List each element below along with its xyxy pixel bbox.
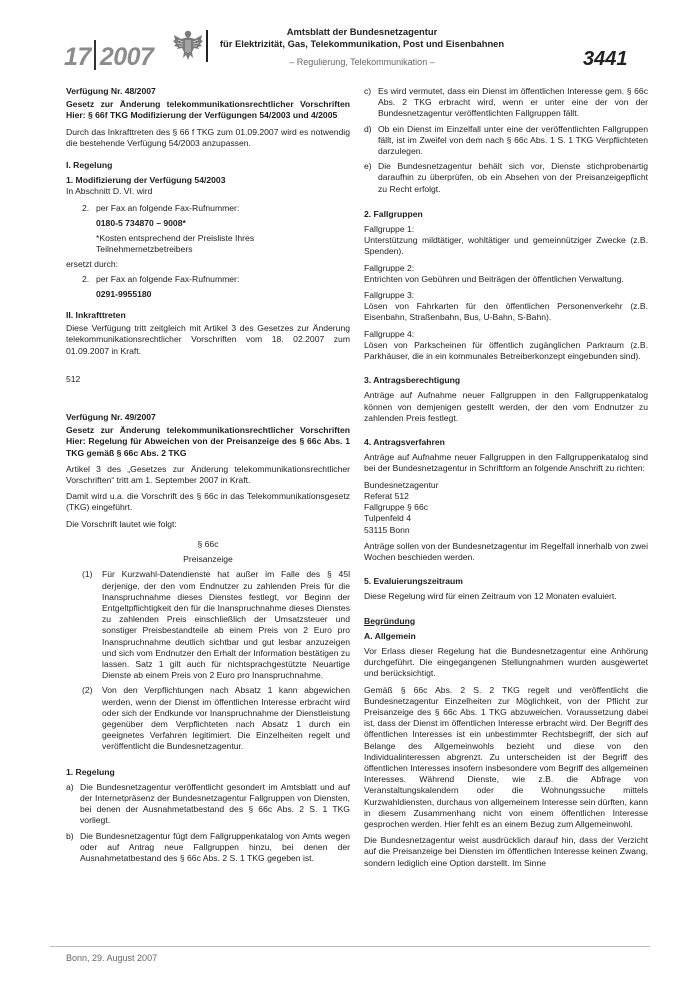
issue-separator (94, 40, 96, 70)
regelung-item-d (364, 124, 648, 158)
fallgruppe4-label: Fallgruppe 4: (364, 328, 415, 339)
v48-section1-1-heading: 1. Modifizierung der Verfügung 54/2003 (66, 175, 226, 186)
header-divider (206, 30, 208, 62)
v48-section1-1-text: In Abschnitt D. VI. wird (66, 186, 153, 197)
item-d-text: Ob ein Dienst im Einzelfall unter eine der veröffentlichten Fallgruppen fällt, ist im Zweifel von dem nach § 66c Abs. 1 S. 1 TKG Verpflichteten darzulegen. (378, 123, 648, 157)
antragsverfahren-text: Anträge auf Aufnahme neuer Fallgruppen in den Fallgruppenkatalog sind bei der Bundesnetzagentur in Schriftform an folgende Anschrift zu richten: (364, 452, 648, 474)
v49-title: Verfügung Nr. 49/2007 (66, 412, 156, 423)
fax-item-old-text: per Fax an folgende Fax-Rufnummer: (96, 202, 240, 213)
postal-address (364, 480, 648, 536)
allgemein-paragraph3: Die Bundesnetzagentur weist ausdrücklich darauf hin, dass der Verzicht auf die Preisanzeige bei Diensten im öffentlichen Interesse keinen Zwang, sondern lediglich eine Option darstellt. Im Sinne (364, 835, 648, 868)
fallgruppe1-label: Fallgruppe 1: (364, 224, 415, 235)
fax-item-old (66, 203, 350, 214)
allgemein-paragraph2: Gemäß § 66c Abs. 2 S. 2 TKG regelt und veröffentlicht die Bundesnetzagentur Einzelheiten zur Möglichkeit, von der Pflicht zur Preisanzeige des § 66c Abs. 1 TKG abzuweichen. Voraussetzung dabei ist, dass der Dienst im öffentlichen Interesse erbracht wird. Der Begriff des öffentlichen Interesses ist ein unbestimmter Rechtsbegriff, der sich auf Belange des Allgemeinwohls bezieht und diese von den Individualinteressen abgrenzt. Zu unterscheiden ist der Begriff des öffentlichen Interesses insofern insbesondere vom Begriff des allgemeinen Interesses. Während Dienste, wie z.B. die Abfrage von Veranstaltungskalendern oder die Wohnungssuche mittels Kurzwahldiensten, durchaus von allgemeinem Interesse sein dürften, kann in diesem Zusammenhang nicht von einem öffentlichen Interesse gesprochen werden. Hier fehlt es an einem Bezug zum Allgemeinwohl. (364, 684, 648, 829)
journal-title (212, 26, 512, 50)
fallgruppe1-text: Unterstützung mildtätiger, wohltätiger und gemeinnütziger Zwecke (z.B. Spenden). (364, 235, 648, 257)
abs1-marker: (1) (82, 569, 93, 580)
item-d-marker: d) (364, 123, 372, 134)
fallgruppe3-text: Lösen von Fahrkarten für den öffentlichen Personenverkehr (z.B. Eisenbahn, Straßenbahn, Bus, U-Bahn, S-Bahn). (364, 301, 648, 323)
journal-subtitle: – Regulierung, Telekommunikation – (289, 57, 435, 67)
journal-title-line1: Amtsblatt der Bundesnetzagentur (286, 26, 438, 37)
issue-no: 17 (64, 43, 91, 71)
antragsverfahren-text2: Anträge sollen von der Bundesnetzagentur im Regelfall innerhalb von zwei Wochen beschieden werden. (364, 540, 648, 562)
issue-number (64, 40, 153, 72)
fallgruppe2-label: Fallgruppe 2: (364, 262, 415, 273)
abs2-text: Von den Verpflichtungen nach Absatz 1 kann abgewichen werden, wenn der Dienst im öffentlichen Interesse erbracht wird oder sich der Endkunde vor Inanspruchnahme der Dienstleistung gegenüber dem Verpflichteten nach Absatz 1 durch ein geeignetes Verfahren legitimiert. Die Einzelheiten regelt und veröffentlicht die Bundesnetzagentur. (102, 685, 350, 752)
address-line3: Fallgruppe § 66c (364, 502, 429, 513)
regelung-item-e (364, 161, 648, 195)
evaluierung-text: Diese Regelung wird für einen Zeitraum von 12 Monaten evaluiert. (364, 591, 617, 602)
fallgruppe2-text: Entrichten von Gebühren und Beiträgen der öffentlichen Verwaltung. (364, 273, 624, 284)
fax-item-new-text: per Fax an folgende Fax-Rufnummer: (96, 273, 240, 284)
item-b-text: Die Bundesnetzagentur fügt dem Fallgruppenkatalog von Amts wegen oder auf Antrag neue Fallgruppen hinzu, bei denen der Ausnahmetatbestand des § 66c Abs. 2 S. 1 TKG gegeben ist. (80, 830, 350, 863)
fax-item-old-no: 2. (82, 202, 90, 213)
address-line4: Tulpenfeld 4 (364, 513, 411, 524)
item-c-marker: c) (364, 86, 372, 96)
address-line2: Referat 512 (364, 490, 409, 501)
paragraph-66c-abs1 (66, 569, 350, 681)
evaluierung-heading: 5. Evaluierungszeitraum (364, 576, 463, 587)
item-a-marker: a) (66, 781, 74, 792)
item-b-marker: b) (66, 830, 74, 841)
paragraph-66c-subheading: Preisanzeige (183, 554, 233, 565)
issue-year: 2007 (99, 43, 154, 71)
abs1-text: Für Kurzwahl-Datendienste hat außer im Falle des § 45l derjenige, der den vom Endnutzer zu zahlenden Preis für die Inanspruchnahme dieses Dienstes festlegt, vor Beginn der Entgeltpflichtigkeit den für die Inanspruchnahme dieses Dienstes zu zahlenden Preis einschließlich der Umsatzsteuer und sonstiger Preisbestandteile ab einem Preis von 2 Euro pro Inanspruchnahme deutlich sichtbar und gut lesbar anzuzeigen und sich vom Endnutzer den Erhalt der Information bestätigen zu lassen. Satz 1 gilt auch für nichtsprachgestützte Neuartige Dienste ab einem Preis von 2 Euro pro Inanspruchnahme. (102, 569, 350, 681)
antragsberechtigung-text: Anträge auf Aufnahme neuer Fallgruppen in den Fallgruppenkatalog können von demjenigen gestellt werden, der den vom Endnutzer zu zahlenden Preis festlegt. (364, 390, 648, 423)
paragraph-66c-abs2 (66, 685, 350, 752)
v48-section2-heading: II. Inkrafttreten (66, 310, 126, 321)
address-line1: Bundesnetzagentur (364, 479, 439, 490)
footer-date: Bonn, 29. August 2007 (66, 953, 158, 963)
regelung-item-c (364, 86, 648, 120)
fallgruppen-heading: 2. Fallgruppen (364, 208, 423, 219)
v48-section2-text: Diese Verfügung tritt zeitgleich mit Artikel 3 des Gesetzes zur Änderung telekommunikationsrechtlicher Vorschriften vom 18. 02.2007 zum 01.09.2007 in Kraft. (66, 323, 350, 356)
fax-cost-note: *Kosten entsprechend der Preisliste Ihres Teilnehmernetzbetreibers (96, 233, 255, 255)
allgemein-paragraph1: Vor Erlass dieser Regelung hat die Bundesnetzagentur eine Anhörung durchgeführt. Die eingegangenen Stellungnahmen wurden ausgewertet und berücksichtigt. (364, 645, 648, 679)
fax-number-new: 0291-9955180 (96, 288, 152, 299)
fax-item-new-no: 2. (82, 273, 90, 284)
fax-item-new (66, 274, 350, 285)
regelung-item-a (66, 782, 350, 827)
paragraph-66c-heading: § 66c (197, 538, 219, 549)
v48-title: Verfügung Nr. 48/2007 (66, 86, 156, 96)
item-c-text: Es wird vermutet, dass ein Dienst im öffentlichen Interesse gem. § 66c Abs. 2 TKG erbracht wird, wenn er unter eine der von der Bundesnetzagentur veröffentlichten Fallgruppen fällt. (378, 86, 648, 119)
antragsverfahren-heading: 4. Antragsverfahren (364, 437, 445, 448)
right-column (364, 86, 648, 874)
v48-section1-heading: I. Regelung (66, 160, 113, 171)
journal-title-line2: für Elektrizität, Gas, Telekommunikation, Post und Eisenbahnen (219, 38, 505, 49)
v49-subtitle: Gesetz zur Änderung telekommunikationsrechtlicher Vorschriften Hier: Regelung für Abweichen von der Preisanzeige des § 66c Abs. 1 TKG gemäß § 66c Abs. 2 TKG (66, 425, 350, 458)
begruendung-heading: Begründung (364, 615, 416, 626)
address-line5: 53115 Bonn (364, 524, 410, 535)
v49-paragraph2: Damit wird u.a. die Vorschrift des § 66c in das Telekommunikationsgesetz (TKG) eingeführt. (66, 491, 350, 513)
regelung-item-b (66, 831, 350, 865)
v49-paragraph1: Artikel 3 des „Gesetzes zur Änderung telekommunikationsrechtlicher Vorschriften“ tritt am 1. September 2007 in Kraft. (66, 463, 350, 486)
item-e-marker: e) (364, 161, 372, 172)
antragsberechtigung-heading: 3. Antragsberechtigung (364, 375, 461, 386)
v49-regelung-heading: 1. Regelung (66, 766, 115, 777)
item-e-text: Die Bundesnetzagentur behält sich vor, Dienste stichprobenartig daraufhin zu überprüfen, ob ein Absehen von der Preisanzeigepflicht zu Recht erfolgt. (378, 161, 648, 194)
v48-intro: Durch das Inkrafttreten des § 66 f TKG zum 01.09.2007 wird es notwendig die bestehende Verfügung 54/2003 anzupassen. (66, 126, 350, 148)
left-column (66, 86, 350, 868)
fax-number-old: 0180-5 734870 – 9008* (96, 217, 186, 228)
v48-subtitle: Gesetz zur Änderung telekommunikationsrechtlicher Vorschriften Hier: § 66f TKG Modifizierung der Verfügungen 54/2003 und 4/2005 (66, 99, 350, 121)
page-number: 3441 (583, 48, 628, 70)
allgemein-heading: A. Allgemein (364, 630, 416, 641)
fallgruppe4-text: Lösen von Parkscheinen für öffentlich zugänglichen Parkraum (z.B. Parkhäuser, die in ein kommunales Betreiberkonzept eingebunden sind). (364, 339, 648, 362)
item-a-text: Die Bundesnetzagentur veröffentlicht gesondert im Amtsblatt und auf der Internetpräsenz der Bundesnetzagentur Fallgruppen von Diensten, bei denen der Ausnahmetatbestand des § 66c Abs. 2 S. 1 TKG vorliegt. (80, 781, 350, 826)
replaced-label: ersetzt durch: (66, 259, 119, 270)
department-reference: 512 (66, 373, 81, 384)
footer-rule (50, 946, 650, 947)
v49-paragraph3: Die Vorschrift lautet wie folgt: (66, 518, 177, 529)
fallgruppe3-label: Fallgruppe 3: (364, 290, 415, 301)
federal-eagle-icon (172, 28, 204, 62)
abs2-marker: (2) (82, 685, 93, 696)
